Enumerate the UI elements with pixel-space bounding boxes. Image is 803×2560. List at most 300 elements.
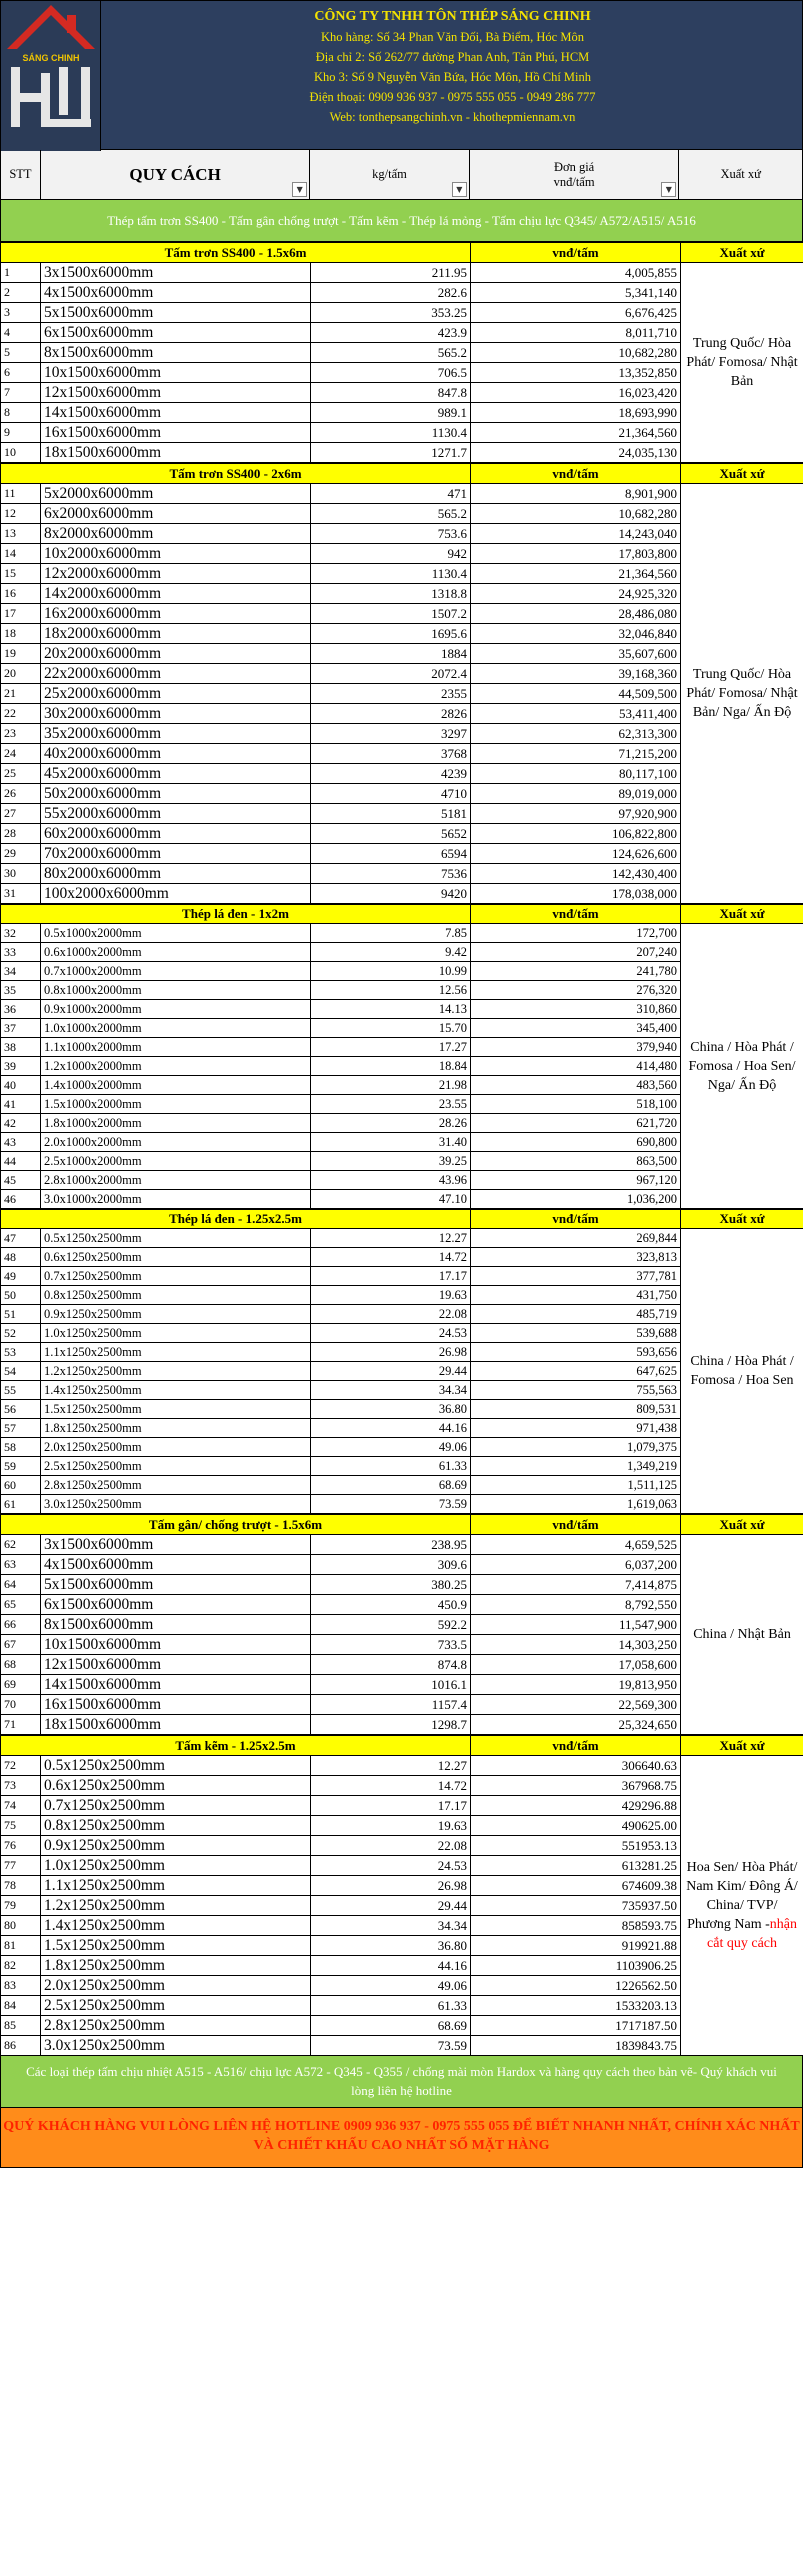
row-price: 32,046,840 [471, 624, 681, 644]
section-header-row [1, 905, 803, 924]
row-kg: 68.69 [311, 2016, 471, 2036]
row-spec: 45x2000x6000mm [41, 764, 311, 784]
row-kg: 29.44 [311, 1362, 471, 1381]
row-kg: 1130.4 [311, 564, 471, 584]
row-stt: 70 [1, 1695, 41, 1715]
row-spec: 50x2000x6000mm [41, 784, 311, 804]
row-kg: 1507.2 [311, 604, 471, 624]
row-price: 19,813,950 [471, 1675, 681, 1695]
row-kg: 309.6 [311, 1555, 471, 1575]
row-spec: 6x1500x6000mm [41, 323, 311, 343]
row-kg: 2355 [311, 684, 471, 704]
row-kg: 47.10 [311, 1190, 471, 1209]
row-origin [681, 1229, 803, 1514]
section-title: Tấm gân/ chống trượt - 1.5x6m [1, 1515, 471, 1535]
row-kg: 9.42 [311, 943, 471, 962]
row-stt: 61 [1, 1495, 41, 1514]
row-kg: 24.53 [311, 1324, 471, 1343]
row-spec: 5x1500x6000mm [41, 1575, 311, 1595]
row-kg: 43.96 [311, 1171, 471, 1190]
row-stt: 67 [1, 1635, 41, 1655]
row-price: 16,023,420 [471, 383, 681, 403]
row-spec: 0.6x1250x2500mm [41, 1248, 311, 1267]
row-stt: 71 [1, 1715, 41, 1735]
row-price: 80,117,100 [471, 764, 681, 784]
row-price: 858593.75 [471, 1916, 681, 1936]
row-price: 809,531 [471, 1400, 681, 1419]
row-spec: 3.0x1000x2000mm [41, 1190, 311, 1209]
row-stt: 31 [1, 884, 41, 904]
row-price: 1,619,063 [471, 1495, 681, 1514]
row-price: 24,925,320 [471, 584, 681, 604]
row-stt: 22 [1, 704, 41, 724]
row-price: 35,607,600 [471, 644, 681, 664]
row-price: 8,011,710 [471, 323, 681, 343]
row-price: 971,438 [471, 1419, 681, 1438]
company-address-2: Địa chỉ 2: Số 262/77 đường Phan Anh, Tân Phú, HCM [315, 50, 590, 64]
row-kg: 1016.1 [311, 1675, 471, 1695]
section-table [0, 1514, 803, 1735]
company-warehouse: Kho hàng: Số 34 Phan Văn Đối, Bà Điểm, Hóc Môn [321, 30, 584, 44]
row-stt: 15 [1, 564, 41, 584]
row-stt: 12 [1, 504, 41, 524]
row-price: 967,120 [471, 1171, 681, 1190]
row-spec: 5x2000x6000mm [41, 484, 311, 504]
row-spec: 1.8x1250x2500mm [41, 1419, 311, 1438]
row-origin [681, 484, 803, 904]
row-kg: 49.06 [311, 1438, 471, 1457]
row-kg: 706.5 [311, 363, 471, 383]
row-spec: 6x2000x6000mm [41, 504, 311, 524]
section-table [0, 1735, 803, 2056]
row-kg: 61.33 [311, 1457, 471, 1476]
row-stt: 6 [1, 363, 41, 383]
row-spec: 0.8x1000x2000mm [41, 981, 311, 1000]
row-spec: 25x2000x6000mm [41, 684, 311, 704]
row-spec: 1.5x1250x2500mm [41, 1936, 311, 1956]
row-price: 431,750 [471, 1286, 681, 1305]
row-kg: 592.2 [311, 1615, 471, 1635]
section-origin-label: Xuất xứ [681, 1736, 803, 1756]
row-stt: 56 [1, 1400, 41, 1419]
row-spec: 10x1500x6000mm [41, 363, 311, 383]
row-stt: 34 [1, 962, 41, 981]
row-kg: 471 [311, 484, 471, 504]
section-header-row [1, 1210, 803, 1229]
row-price: 25,324,650 [471, 1715, 681, 1735]
row-stt: 35 [1, 981, 41, 1000]
section-unit: vnđ/tấm [471, 1736, 681, 1756]
row-spec: 18x1500x6000mm [41, 1715, 311, 1735]
row-spec: 12x1500x6000mm [41, 383, 311, 403]
row-kg: 1130.4 [311, 423, 471, 443]
row-stt: 36 [1, 1000, 41, 1019]
origin-note: nhận cắt quy cách [707, 1917, 797, 1951]
row-kg: 989.1 [311, 403, 471, 423]
row-stt: 7 [1, 383, 41, 403]
row-price: 674609.38 [471, 1876, 681, 1896]
row-spec: 0.5x1250x2500mm [41, 1229, 311, 1248]
row-kg: 28.26 [311, 1114, 471, 1133]
row-spec: 1.5x1000x2000mm [41, 1095, 311, 1114]
row-spec: 1.2x1000x2000mm [41, 1057, 311, 1076]
row-spec: 40x2000x6000mm [41, 744, 311, 764]
row-price: 551953.13 [471, 1836, 681, 1856]
row-price: 518,100 [471, 1095, 681, 1114]
row-stt: 20 [1, 664, 41, 684]
section-origin-label: Xuất xứ [681, 464, 803, 484]
row-stt: 66 [1, 1615, 41, 1635]
row-price: 276,320 [471, 981, 681, 1000]
row-spec: 1.0x1000x2000mm [41, 1019, 311, 1038]
table-row [1, 1229, 803, 1248]
section-table [0, 1209, 803, 1514]
row-price: 22,569,300 [471, 1695, 681, 1715]
row-spec: 0.7x1000x2000mm [41, 962, 311, 981]
row-stt: 19 [1, 644, 41, 664]
row-stt: 33 [1, 943, 41, 962]
row-price: 4,005,855 [471, 263, 681, 283]
row-stt: 81 [1, 1936, 41, 1956]
row-stt: 51 [1, 1305, 41, 1324]
row-price: 1839843.75 [471, 2036, 681, 2056]
row-spec: 2.8x1250x2500mm [41, 1476, 311, 1495]
row-stt: 5 [1, 343, 41, 363]
row-price: 17,803,800 [471, 544, 681, 564]
row-kg: 15.70 [311, 1019, 471, 1038]
section-title: Tấm trơn SS400 - 1.5x6m [1, 243, 471, 263]
row-price: 377,781 [471, 1267, 681, 1286]
row-price: 735937.50 [471, 1896, 681, 1916]
row-spec: 16x2000x6000mm [41, 604, 311, 624]
row-kg: 1884 [311, 644, 471, 664]
logo-text: SÁNG CHINH [22, 53, 80, 63]
row-kg: 874.8 [311, 1655, 471, 1675]
row-price: 1,036,200 [471, 1190, 681, 1209]
row-spec: 5x1500x6000mm [41, 303, 311, 323]
row-kg: 3768 [311, 744, 471, 764]
row-price: 1226562.50 [471, 1976, 681, 1996]
row-spec: 16x1500x6000mm [41, 423, 311, 443]
row-stt: 48 [1, 1248, 41, 1267]
row-price: 613281.25 [471, 1856, 681, 1876]
row-price: 379,940 [471, 1038, 681, 1057]
row-spec: 8x1500x6000mm [41, 1615, 311, 1635]
row-kg: 36.80 [311, 1400, 471, 1419]
row-stt: 73 [1, 1776, 41, 1796]
row-stt: 68 [1, 1655, 41, 1675]
section-unit: vnđ/tấm [471, 1515, 681, 1535]
row-stt: 8 [1, 403, 41, 423]
row-kg: 4710 [311, 784, 471, 804]
row-stt: 1 [1, 263, 41, 283]
row-spec: 12x2000x6000mm [41, 564, 311, 584]
row-price: 1533203.13 [471, 1996, 681, 2016]
row-stt: 42 [1, 1114, 41, 1133]
row-spec: 0.6x1250x2500mm [41, 1776, 311, 1796]
row-stt: 32 [1, 924, 41, 943]
row-stt: 46 [1, 1190, 41, 1209]
section-table [0, 242, 803, 463]
row-price: 647,625 [471, 1362, 681, 1381]
row-stt: 43 [1, 1133, 41, 1152]
row-price: 13,352,850 [471, 363, 681, 383]
row-stt: 49 [1, 1267, 41, 1286]
row-price: 21,364,560 [471, 423, 681, 443]
section-title: Thép lá đen - 1.25x2.5m [1, 1210, 471, 1229]
row-kg: 12.56 [311, 981, 471, 1000]
row-kg: 12.27 [311, 1756, 471, 1776]
col-kg-label: kg/tấm [372, 167, 407, 181]
row-price: 89,019,000 [471, 784, 681, 804]
table-row [1, 263, 803, 283]
company-logo [1, 1, 101, 151]
row-price: 755,563 [471, 1381, 681, 1400]
row-origin [681, 1535, 803, 1735]
row-stt: 4 [1, 323, 41, 343]
row-stt: 74 [1, 1796, 41, 1816]
row-kg: 1318.8 [311, 584, 471, 604]
section-unit: vnđ/tấm [471, 243, 681, 263]
table-row [1, 924, 803, 943]
row-spec: 0.8x1250x2500mm [41, 1286, 311, 1305]
row-spec: 0.6x1000x2000mm [41, 943, 311, 962]
row-spec: 1.0x1250x2500mm [41, 1324, 311, 1343]
origin-text: China / Nhật Bản [693, 1627, 791, 1642]
row-spec: 4x1500x6000mm [41, 283, 311, 303]
row-spec: 80x2000x6000mm [41, 864, 311, 884]
origin-text: China / Hòa Phát / Fomosa / Hoa Sen [690, 1354, 794, 1388]
row-stt: 58 [1, 1438, 41, 1457]
row-stt: 45 [1, 1171, 41, 1190]
row-kg: 1271.7 [311, 443, 471, 463]
row-stt: 79 [1, 1896, 41, 1916]
row-stt: 69 [1, 1675, 41, 1695]
row-price: 621,720 [471, 1114, 681, 1133]
row-spec: 1.4x1000x2000mm [41, 1076, 311, 1095]
row-price: 8,901,900 [471, 484, 681, 504]
row-stt: 60 [1, 1476, 41, 1495]
row-price: 24,035,130 [471, 443, 681, 463]
row-kg: 353.25 [311, 303, 471, 323]
row-stt: 16 [1, 584, 41, 604]
row-spec: 20x2000x6000mm [41, 644, 311, 664]
row-price: 345,400 [471, 1019, 681, 1038]
col-spec-label: QUY CÁCH [129, 165, 221, 184]
row-stt: 17 [1, 604, 41, 624]
row-spec: 60x2000x6000mm [41, 824, 311, 844]
row-stt: 86 [1, 2036, 41, 2056]
table-row [1, 1756, 803, 1776]
row-kg: 282.6 [311, 283, 471, 303]
row-stt: 28 [1, 824, 41, 844]
row-price: 323,813 [471, 1248, 681, 1267]
row-spec: 1.8x1000x2000mm [41, 1114, 311, 1133]
section-header-row [1, 464, 803, 484]
row-kg: 22.08 [311, 1836, 471, 1856]
row-price: 4,659,525 [471, 1535, 681, 1555]
section-header-row [1, 243, 803, 263]
row-spec: 6x1500x6000mm [41, 1595, 311, 1615]
row-kg: 238.95 [311, 1535, 471, 1555]
row-spec: 0.5x1250x2500mm [41, 1756, 311, 1776]
row-price: 539,688 [471, 1324, 681, 1343]
col-origin: Xuất xứ [720, 167, 761, 181]
row-kg: 1298.7 [311, 1715, 471, 1735]
row-kg: 17.17 [311, 1796, 471, 1816]
row-spec: 1.1x1250x2500mm [41, 1343, 311, 1362]
row-price: 6,676,425 [471, 303, 681, 323]
row-spec: 30x2000x6000mm [41, 704, 311, 724]
row-spec: 3.0x1250x2500mm [41, 2036, 311, 2056]
row-kg: 44.16 [311, 1956, 471, 1976]
row-spec: 2.5x1000x2000mm [41, 1152, 311, 1171]
row-kg: 4239 [311, 764, 471, 784]
row-spec: 16x1500x6000mm [41, 1695, 311, 1715]
row-kg: 39.25 [311, 1152, 471, 1171]
origin-text: Trung Quốc/ Hòa Phát/ Fomosa/ Nhật Bản/ Nga/ Ấn Độ [686, 667, 798, 720]
row-kg: 5181 [311, 804, 471, 824]
row-spec: 70x2000x6000mm [41, 844, 311, 864]
row-kg: 753.6 [311, 524, 471, 544]
row-stt: 26 [1, 784, 41, 804]
filter-dropdown-icon[interactable]: ▼ [452, 182, 467, 197]
row-stt: 30 [1, 864, 41, 884]
row-stt: 44 [1, 1152, 41, 1171]
row-price: 310,860 [471, 1000, 681, 1019]
origin-text: China / Hòa Phát / Fomosa / Hoa Sen/ Nga/ Ấn Độ [688, 1039, 796, 1093]
row-stt: 47 [1, 1229, 41, 1248]
filter-dropdown-icon[interactable]: ▼ [292, 182, 307, 197]
row-price: 919921.88 [471, 1936, 681, 1956]
row-stt: 82 [1, 1956, 41, 1976]
company-web: Web: tonthepsangchinh.vn - khothepmiennam.vn [329, 110, 576, 124]
row-kg: 73.59 [311, 1495, 471, 1514]
company-name: CÔNG TY TNHH TÔN THÉP SÁNG CHINH [314, 9, 591, 24]
row-stt: 80 [1, 1916, 41, 1936]
row-stt: 63 [1, 1555, 41, 1575]
row-stt: 78 [1, 1876, 41, 1896]
row-stt: 3 [1, 303, 41, 323]
row-spec: 2.0x1000x2000mm [41, 1133, 311, 1152]
col-price-unit: vnđ/tấm [553, 174, 595, 189]
row-kg: 29.44 [311, 1896, 471, 1916]
row-spec: 1.1x1250x2500mm [41, 1876, 311, 1896]
row-kg: 14.13 [311, 1000, 471, 1019]
section-header-row [1, 1736, 803, 1756]
row-price: 10,682,280 [471, 504, 681, 524]
row-price: 414,480 [471, 1057, 681, 1076]
row-price: 6,037,200 [471, 1555, 681, 1575]
row-spec: 0.7x1250x2500mm [41, 1796, 311, 1816]
row-price: 178,038,000 [471, 884, 681, 904]
row-spec: 3x1500x6000mm [41, 263, 311, 283]
row-spec: 0.9x1000x2000mm [41, 1000, 311, 1019]
row-spec: 1.1x1000x2000mm [41, 1038, 311, 1057]
section-origin-label: Xuất xứ [681, 1515, 803, 1535]
product-intro-banner: Thép tấm trơn SS400 - Tấm gân chống trượt - Tấm kẽm - Thép lá mỏng - Tấm chịu lực Q345/ A572/A515/ A516 [0, 200, 803, 242]
section-origin-label: Xuất xứ [681, 1210, 803, 1229]
hotline-banner: QUÝ KHÁCH HÀNG VUI LÒNG LIÊN HỆ HOTLINE 0909 936 937 - 0975 555 055 ĐỂ BIẾT NHANH NHẤT, CHÍNH XÁC NHẤT VÀ CHIẾT KHẤU CAO NHẤT SỐ MẶT HÀNG [0, 2108, 803, 2168]
row-stt: 85 [1, 2016, 41, 2036]
row-kg: 942 [311, 544, 471, 564]
row-kg: 14.72 [311, 1248, 471, 1267]
row-kg: 24.53 [311, 1856, 471, 1876]
col-spec [41, 150, 310, 199]
row-origin [681, 1756, 803, 2056]
row-spec: 8x1500x6000mm [41, 343, 311, 363]
row-kg: 7536 [311, 864, 471, 884]
row-kg: 423.9 [311, 323, 471, 343]
row-spec: 3.0x1250x2500mm [41, 1495, 311, 1514]
row-spec: 1.4x1250x2500mm [41, 1916, 311, 1936]
row-price: 1717187.50 [471, 2016, 681, 2036]
row-kg: 2826 [311, 704, 471, 724]
row-kg: 61.33 [311, 1996, 471, 2016]
row-stt: 52 [1, 1324, 41, 1343]
row-stt: 77 [1, 1856, 41, 1876]
row-kg: 1157.4 [311, 1695, 471, 1715]
row-price: 367968.75 [471, 1776, 681, 1796]
row-price: 10,682,280 [471, 343, 681, 363]
row-spec: 0.7x1250x2500mm [41, 1267, 311, 1286]
row-kg: 12.27 [311, 1229, 471, 1248]
row-spec: 0.9x1250x2500mm [41, 1305, 311, 1324]
filter-dropdown-icon[interactable]: ▼ [661, 182, 676, 197]
section-table [0, 904, 803, 1209]
row-spec: 8x2000x6000mm [41, 524, 311, 544]
row-kg: 26.98 [311, 1343, 471, 1362]
row-price: 241,780 [471, 962, 681, 981]
row-spec: 2.0x1250x2500mm [41, 1976, 311, 1996]
row-price: 8,792,550 [471, 1595, 681, 1615]
row-spec: 100x2000x6000mm [41, 884, 311, 904]
row-stt: 41 [1, 1095, 41, 1114]
row-spec: 18x1500x6000mm [41, 443, 311, 463]
row-kg: 380.25 [311, 1575, 471, 1595]
company-info [101, 1, 803, 151]
row-kg: 3297 [311, 724, 471, 744]
row-spec: 2.8x1000x2000mm [41, 1171, 311, 1190]
col-price-label: Đơn giá [553, 159, 595, 174]
col-price [470, 150, 679, 199]
row-stt: 24 [1, 744, 41, 764]
row-spec: 1.2x1250x2500mm [41, 1362, 311, 1381]
row-price: 1,349,219 [471, 1457, 681, 1476]
row-kg: 34.34 [311, 1916, 471, 1936]
row-kg: 6594 [311, 844, 471, 864]
row-stt: 53 [1, 1343, 41, 1362]
row-spec: 0.5x1000x2000mm [41, 924, 311, 943]
row-price: 593,656 [471, 1343, 681, 1362]
row-price: 172,700 [471, 924, 681, 943]
row-stt: 40 [1, 1076, 41, 1095]
row-kg: 18.84 [311, 1057, 471, 1076]
row-kg: 211.95 [311, 263, 471, 283]
row-stt: 25 [1, 764, 41, 784]
row-stt: 18 [1, 624, 41, 644]
row-price: 39,168,360 [471, 664, 681, 684]
section-title: Thép lá đen - 1x2m [1, 905, 471, 924]
row-spec: 22x2000x6000mm [41, 664, 311, 684]
row-price: 44,509,500 [471, 684, 681, 704]
row-kg: 5652 [311, 824, 471, 844]
row-stt: 57 [1, 1419, 41, 1438]
row-price: 490625.00 [471, 1816, 681, 1836]
row-spec: 1.8x1250x2500mm [41, 1956, 311, 1976]
row-kg: 22.08 [311, 1305, 471, 1324]
row-spec: 3x1500x6000mm [41, 1535, 311, 1555]
